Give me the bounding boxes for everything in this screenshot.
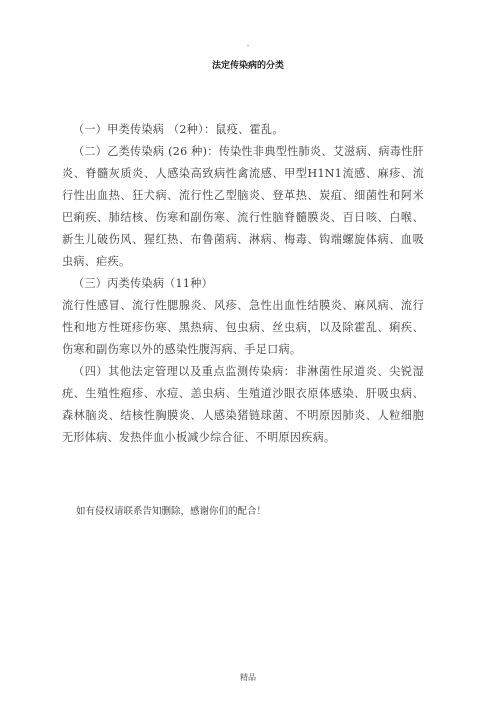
paragraph-class-c-heading: （三）丙类传染病（11种） xyxy=(73,277,214,290)
header-mark: . xyxy=(246,39,250,48)
footer-label: 精品 xyxy=(240,673,256,682)
document-body xyxy=(62,119,424,449)
paragraph-class-c: 流行性感冒、流行性腮腺炎、风疹、急性出血性结膜炎、麻风病、流行性和地方性斑疹伤寒、黑热病、包虫病、丝虫病，以及除霍乱、痢疾、伤寒和副伤寒以外的感染性腹泻病、手足口病。 xyxy=(62,299,424,356)
paragraph-other-diseases: （四）其他法定管理以及重点监测传染病：非淋菌性尿道炎、尖锐湿疣、生殖性疱疹、水痘、恙虫病、生殖道沙眼衣原体感染、肝吸虫病、森林脑炎、结核性胸膜炎、人感染猪链球菌、不明原因肺炎、人粒细胞无形体病、发热伴血小板减少综合征、不明原因疾病。 xyxy=(62,365,424,444)
document-title: 法定传染病的分类 xyxy=(211,61,284,71)
copyright-note: 如有侵权请联系告知删除，感谢你们的配合！ xyxy=(76,506,267,517)
paragraph-class-b: （二）乙类传染病 (26 种)：传染性非典型性肺炎、艾滋病、病毒性肝炎、脊髓灰质炎、人感染高致病性禽流感、甲型H1N1流感、麻疹、流行性出血热、狂犬病、流行性乙型脑炎、登革热、炭疽、细菌性和阿米巴痢疾、肺结核、伤寒和副伤寒、流行性脑脊髓膜炎、百日咳、白喉、新生儿破伤风、猩红热、布鲁菌病、淋病、梅毒、钩端螺旋体病、血吸虫病、疟疾。 xyxy=(62,145,424,268)
paragraph-class-a: （一）甲类传染病 （2种）：鼠疫、霍乱。 xyxy=(73,123,284,136)
